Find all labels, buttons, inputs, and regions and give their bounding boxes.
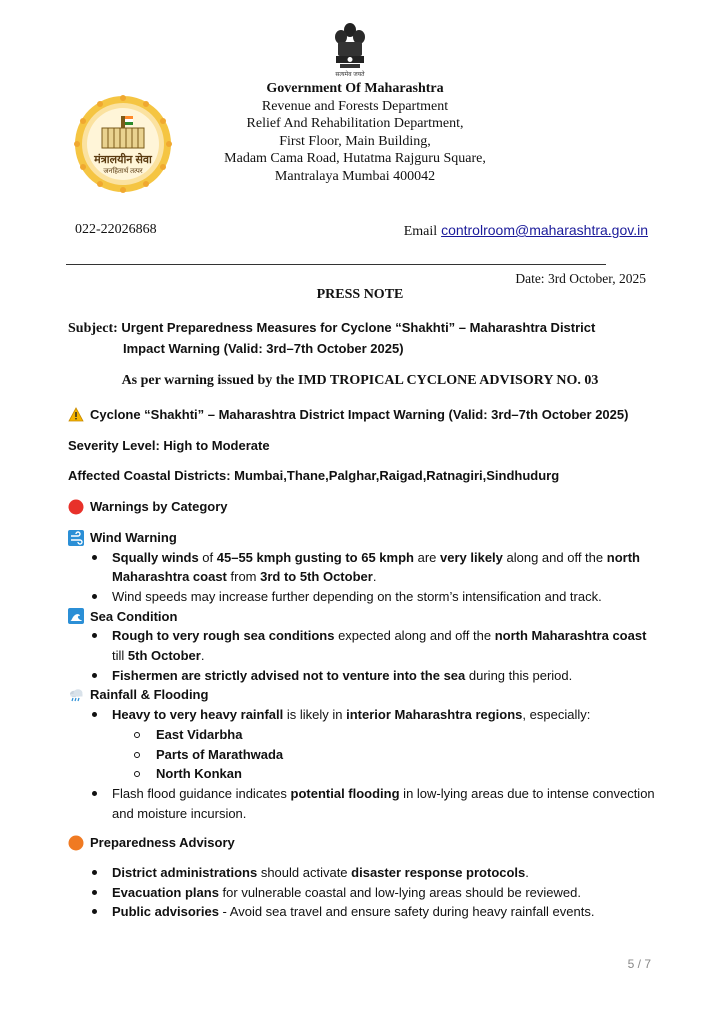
wind-title: Wind Warning [90, 529, 177, 545]
severity-level: Severity Level: High to Moderate [68, 437, 270, 453]
emblem-motto: सत्यमेव जयते [335, 72, 365, 78]
preparedness-list [68, 863, 658, 922]
government-name: Government Of Maharashtra [266, 81, 444, 96]
list-item: Evacuation plans for vulnerable coastal and low-lying areas should be reviewed. [68, 883, 658, 903]
wind-icon [68, 530, 84, 546]
orange-circle-icon [68, 835, 84, 851]
list-item: Heavy to very heavy rainfall is likely in interior Maharashtra regions, especially: [68, 705, 658, 725]
header-divider [66, 264, 606, 265]
subject-line-2: Impact Warning (Valid: 3rd–7th October 2025) [123, 341, 404, 356]
relief-department: Relief And Rehabilitation Department, [246, 116, 464, 132]
list-item: District administrations should activate disaster response protocols. [68, 863, 658, 883]
letterhead [200, 80, 510, 186]
phone-number: 022-22026868 [75, 222, 157, 237]
subject-line-1: Urgent Preparedness Measures for Cyclone “Shakhti” – Maharashtra District [121, 320, 596, 335]
press-note-title: PRESS NOTE [316, 287, 404, 302]
subject-label: Subject: [68, 321, 118, 336]
department-seal [66, 94, 180, 194]
list-item: Squally winds of 45–55 kmph gusting to 65 kmph are very likely along and off the north Maharashtra coast from 3rd to 5th October. [68, 548, 658, 587]
address-road: Madam Cama Road, Hutatma Rajguru Square, [224, 151, 486, 167]
affected-districts: Affected Coastal Districts: Mumbai,Thane,Palghar,Raigad,Ratnagiri,Sindhudurg [68, 468, 560, 484]
page-indicator: 5 / 7 [627, 957, 651, 971]
wind-list [68, 548, 658, 607]
rain-cloud-icon [68, 687, 84, 703]
sea-title: Sea Condition [90, 608, 178, 624]
email-line [404, 222, 648, 240]
rain-heading [68, 685, 658, 705]
warnings-title: Warnings by Category [90, 499, 228, 515]
state-emblem [330, 20, 370, 80]
wave-icon [68, 608, 84, 624]
press-note-body [68, 405, 658, 922]
list-item: Flash flood guidance indicates potential flooding in low-lying areas due to intense convection and moisture incursion. [68, 784, 658, 823]
warning-icon [68, 407, 84, 423]
wind-heading [68, 528, 658, 548]
email-label: Email [403, 224, 438, 239]
headline-text: Cyclone “Shakhti” – Maharashtra District Impact Warning (Valid: 3rd–7th October 2025) [90, 407, 629, 422]
address-floor: First Floor, Main Building, [279, 133, 431, 149]
seal-subtext: जनहितार्थ तत्पर [103, 168, 143, 175]
list-item: Rough to very rough sea conditions expected along and off the north Maharashtra coast till 5th October. [68, 626, 658, 665]
list-item: Fishermen are strictly advised not to venture into the sea during this period. [68, 666, 658, 686]
rain-title: Rainfall & Flooding [90, 687, 209, 703]
imd-advisory-line: As per warning issued by the IMD TROPICAL CYCLONE ADVISORY NO. 03 [121, 373, 599, 388]
email-link[interactable]: controlroom@maharashtra.gov.in [441, 222, 648, 238]
list-item: Parts of Marathwada [68, 745, 658, 765]
rain-list-2 [68, 784, 658, 823]
rain-region-list [68, 725, 658, 784]
sea-list [68, 626, 658, 685]
address-city: Mantralaya Mumbai 400042 [274, 168, 436, 184]
list-item: North Konkan [68, 764, 658, 784]
preparedness-title: Preparedness Advisory [90, 835, 235, 851]
warnings-heading [68, 497, 658, 517]
date-line: Date: 3rd October, 2025 [515, 271, 646, 286]
preparedness-heading [68, 833, 658, 853]
list-item: Wind speeds may increase further depending on the storm’s intensification and track. [68, 587, 658, 607]
headline [68, 405, 658, 425]
seal-text: मंत्रालयीन सेवा [94, 154, 152, 166]
list-item: Public advisories - Avoid sea travel and ensure safety during heavy rainfall events. [68, 902, 658, 922]
mantralaya-seal-icon [66, 94, 180, 194]
department-name: Revenue and Forests Department [261, 98, 449, 114]
red-circle-icon [68, 499, 84, 515]
subject-block [68, 318, 648, 359]
sea-heading [68, 607, 658, 627]
rain-list [68, 705, 658, 725]
list-item: East Vidarbha [68, 725, 658, 745]
